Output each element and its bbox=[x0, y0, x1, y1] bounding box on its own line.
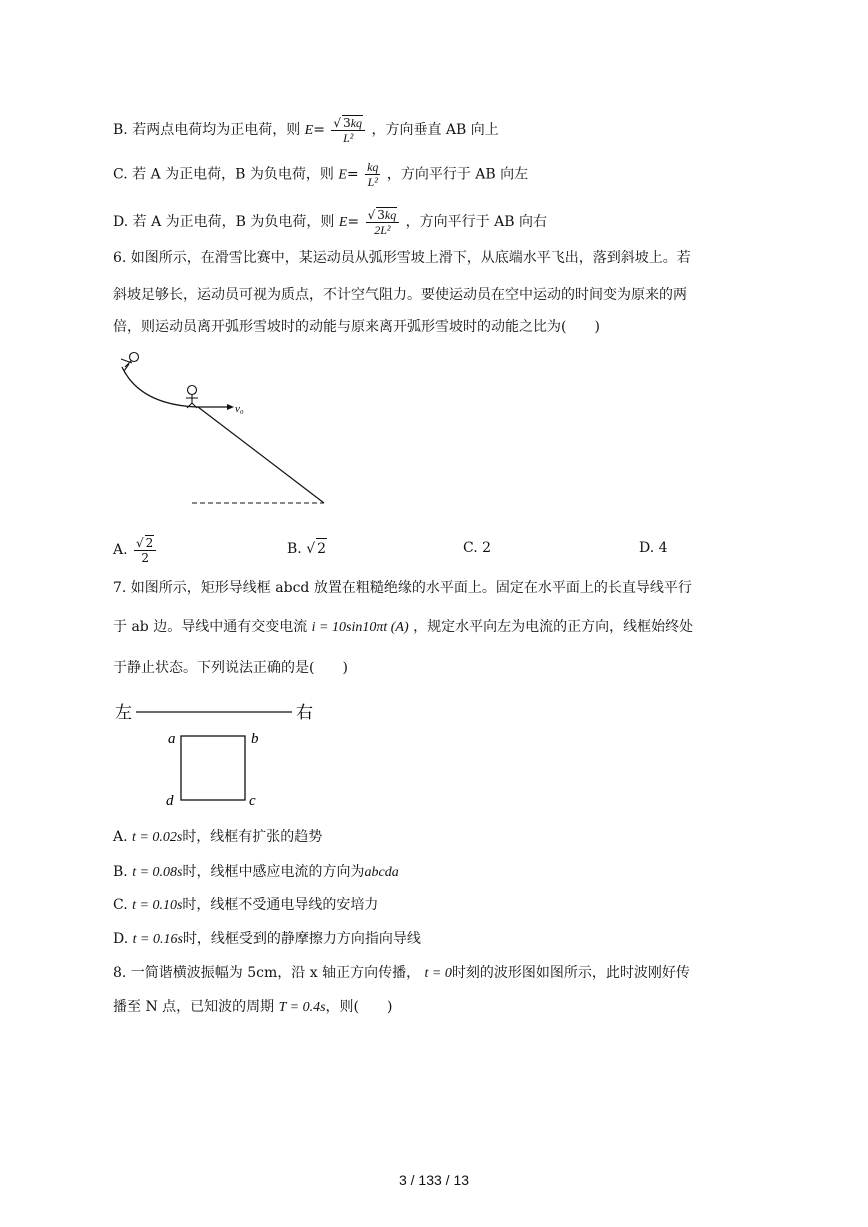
q8-line-1-pre: 8. 一简谐横波振幅为 5cm，沿 x 轴正方向传播， bbox=[113, 965, 421, 981]
q6-option-a-den: 2 bbox=[141, 551, 149, 565]
q6-line-1: 6. 如图所示，在滑雪比赛中，某运动员从弧形雪坡上滑下，从底端水平飞出，落到斜坡上。若 bbox=[113, 250, 691, 266]
wire-loop-diagram bbox=[110, 695, 330, 815]
q5-option-c-den: L² bbox=[367, 175, 378, 189]
q7-option-b bbox=[113, 862, 399, 883]
q5-option-c-post: ，方向平行于 AB 向左 bbox=[386, 166, 529, 183]
q5-option-b-root: 3 bbox=[343, 116, 351, 130]
q7-option-a-time: t = 0.02s bbox=[132, 830, 183, 845]
q7-option-a-label: A. bbox=[113, 829, 128, 845]
q6-line-2: 斜坡足够长，运动员可视为质点，不计空气阻力。要使运动员在空中运动的时间变为原来的两 bbox=[113, 287, 687, 303]
q7-option-d bbox=[113, 929, 421, 950]
q7-option-b-time: t = 0.08s bbox=[132, 865, 183, 880]
ski-slope-diagram bbox=[110, 345, 340, 515]
q5-option-d-root: 3 bbox=[377, 208, 385, 222]
corner-d-label: d bbox=[166, 793, 174, 809]
q5-option-d-post: ，方向平行于 AB 向右 bbox=[405, 214, 547, 230]
q5-option-c-fraction bbox=[365, 160, 380, 189]
q5-option-d-kq: kq bbox=[384, 208, 397, 222]
q6-line-3: 倍，则运动员离开弧形雪坡时的动能与原来离开弧形雪坡时的动能之比为( ) bbox=[113, 319, 600, 335]
q5-option-d-text: D. 若 A 为正电荷，B 为负电荷，则 bbox=[113, 214, 335, 230]
q8-line-1-post: 时刻的波形图如图所示，此时波刚好传 bbox=[451, 965, 690, 981]
q6-option-a-num: 2 bbox=[145, 536, 154, 550]
q5-option-d bbox=[113, 207, 547, 237]
q8-line-1 bbox=[113, 963, 690, 984]
q5-option-d-e: E bbox=[338, 215, 348, 230]
q7-option-d-text: 时，线框受到的静摩擦力方向指向导线 bbox=[182, 931, 421, 947]
q7-line-2 bbox=[113, 617, 693, 638]
q7-option-c-time: t = 0.10s bbox=[132, 898, 183, 913]
initial-velocity-label: v₀ bbox=[235, 403, 244, 415]
q7-option-c-text: 时，线框不受通电导线的安培力 bbox=[182, 897, 379, 913]
q5-option-b-kq: kq bbox=[350, 116, 363, 130]
q8-line-2-pre: 播至 N 点，已知波的周期 bbox=[113, 999, 275, 1015]
corner-b-label: b bbox=[251, 731, 259, 747]
q5-option-c-text: C. 若 A 为正电荷，B 为负电荷，则 bbox=[113, 166, 334, 183]
q8-line-2-post: ，则( ) bbox=[325, 999, 393, 1015]
right-label: 右 bbox=[296, 703, 313, 722]
corner-a-label: a bbox=[168, 731, 176, 747]
q6-option-b-label: B. bbox=[287, 541, 302, 557]
q6-option-d: D. 4 bbox=[639, 540, 668, 556]
q5-option-b-den: L² bbox=[343, 131, 354, 145]
q5-option-b-text: B. 若两点电荷均为正电荷，则 bbox=[113, 122, 301, 138]
q7-option-a bbox=[113, 827, 322, 848]
q5-option-b-fraction: $\frac{√ 3kq}{\text{L²}}$ bbox=[331, 115, 365, 145]
q5-option-c bbox=[113, 160, 528, 189]
q7-option-b-direction: abcda bbox=[364, 865, 399, 880]
q7-line-3: 于静止状态。下列说法正确的是( ) bbox=[113, 660, 348, 676]
q7-line-2-post: ，规定水平向左为电流的正方向，线框始终处 bbox=[413, 619, 694, 635]
corner-c-label: c bbox=[249, 793, 256, 809]
q6-option-a bbox=[113, 535, 158, 565]
current-formula: i = 10sin10πt (A) bbox=[311, 620, 409, 635]
q5-option-b-eq: = bbox=[313, 122, 325, 138]
q6-option-c: C. 2 bbox=[463, 540, 492, 556]
q8-line-2-period: T = 0.4s bbox=[278, 1000, 326, 1015]
q7-option-a-text: 时，线框有扩张的趋势 bbox=[182, 829, 323, 845]
q7-option-b-text: 时，线框中感应电流的方向为 bbox=[182, 864, 365, 880]
q5-option-c-e: E bbox=[338, 167, 347, 183]
page-number: 3 / 133 / 13 bbox=[398, 1172, 470, 1188]
q5-option-d-eq: = bbox=[347, 214, 360, 230]
q6-option-a-fraction: $\frac{√ 2}{2}$ bbox=[134, 535, 156, 565]
q7-option-c-label: C. bbox=[113, 897, 128, 913]
q8-line-2 bbox=[113, 997, 392, 1018]
q6-option-a-label: A. bbox=[113, 542, 128, 558]
q5-option-d-fraction: $\frac{√ 3kq}{\text{2L²}}$ bbox=[366, 207, 400, 237]
q5-option-d-den: 2L² bbox=[374, 223, 391, 237]
q8-line-1-time: t = 0 bbox=[424, 966, 452, 981]
q7-option-b-label: B. bbox=[113, 864, 128, 880]
q7-option-d-label: D. bbox=[113, 931, 129, 947]
q5-option-c-eq: = bbox=[346, 166, 359, 183]
q5-option-b-post: ，方向垂直 AB 向上 bbox=[371, 122, 499, 138]
q6-option-b: B. √ 2 bbox=[287, 538, 327, 559]
q7-line-1: 7. 如图所示，矩形导线框 abcd 放置在粗糙绝缘的水平面上。固定在水平面上的长直导线平行 bbox=[113, 580, 692, 596]
left-label: 左 bbox=[115, 703, 132, 722]
q7-option-c bbox=[113, 895, 378, 916]
q5-option-b-e: E bbox=[304, 123, 314, 138]
q5-option-c-num: kq bbox=[367, 160, 379, 174]
q5-option-b bbox=[113, 115, 499, 145]
q7-option-d-time: t = 0.16s bbox=[132, 932, 183, 947]
q7-line-2-pre: 于 ab 边。导线中通有交变电流 bbox=[113, 619, 308, 635]
q6-option-b-root: 2 bbox=[316, 538, 327, 559]
